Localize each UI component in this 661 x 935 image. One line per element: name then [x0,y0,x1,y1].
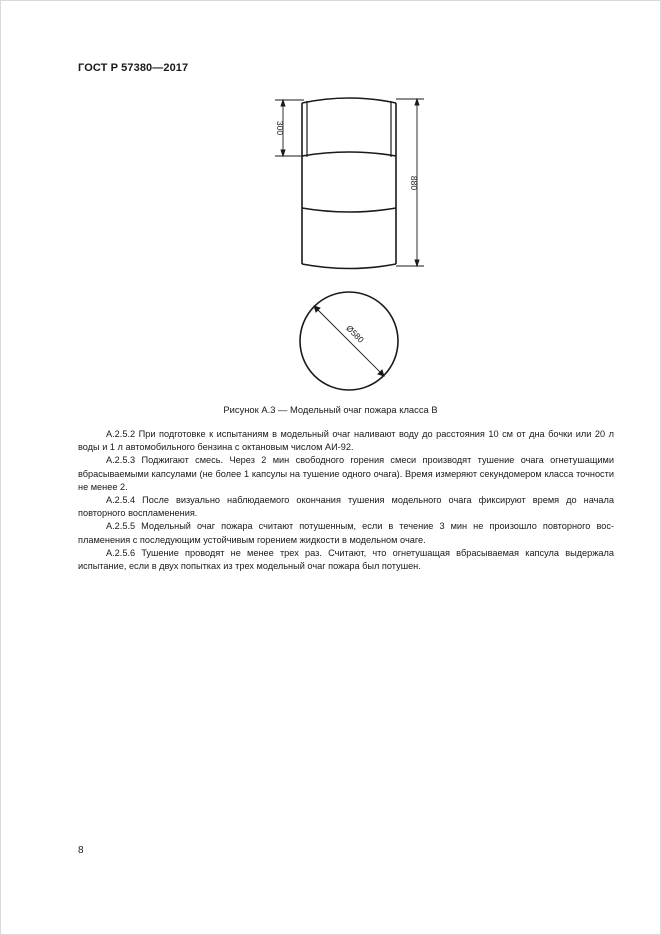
page-number: 8 [78,845,84,856]
drum-bottom-rim [302,264,396,269]
paragraph: А.2.5.4 После визуально наблюдаемого окончания тушения модельного очага фиксируют время до начала повторного воспламенения. [78,495,614,519]
drum-middle-hoop [302,208,396,212]
drum-drawing [0,0,661,420]
paragraph: А.2.5.5 Модельный очаг пожара считают потушенным, если в течение 3 мин не произошло повторного воспламенения с последующим устойчивым горением жидкости в модельном очаге. [78,521,614,545]
paragraph: А.2.5.3 Поджигают смесь. Через 2 мин свободного горения смеси производят тушение очага огнетушащими вбрасываемыми капсулами (не более 1 капсулы на тушение одного очага). Время измеряют секундомером класса точности не менее 2. [78,455,614,492]
drum-top-rim [302,98,396,103]
dim-300-label: 300 [275,120,285,136]
dim-880-label: 880 [409,175,419,191]
dim-diameter-label: Ø580 [344,322,367,345]
drum-upper-hoop [302,152,396,156]
paragraph: А.2.5.6 Тушение проводят не менее трех раз. Считают, что огнетушащая вбрасываемая капсула выдержала испытание, если в двух попытках из трех модельный очаг пожара был потушен. [78,547,614,572]
drum-body-outline [302,103,396,264]
standard-header: ГОСТ Р 57380—2017 [78,62,189,74]
paragraph: А.2.5.2 При подготовке к испытаниям в модельный очаг наливают воду до расстояния 10 см от дна бочки или 20 л воды и 1 л автомобильного бензина с октановым числом АИ-92. [78,429,614,453]
body-text [78,428,614,573]
figure-caption: Рисунок А.3 — Модельный очаг пожара класса В [223,404,438,415]
figure-model-fire [0,0,661,420]
